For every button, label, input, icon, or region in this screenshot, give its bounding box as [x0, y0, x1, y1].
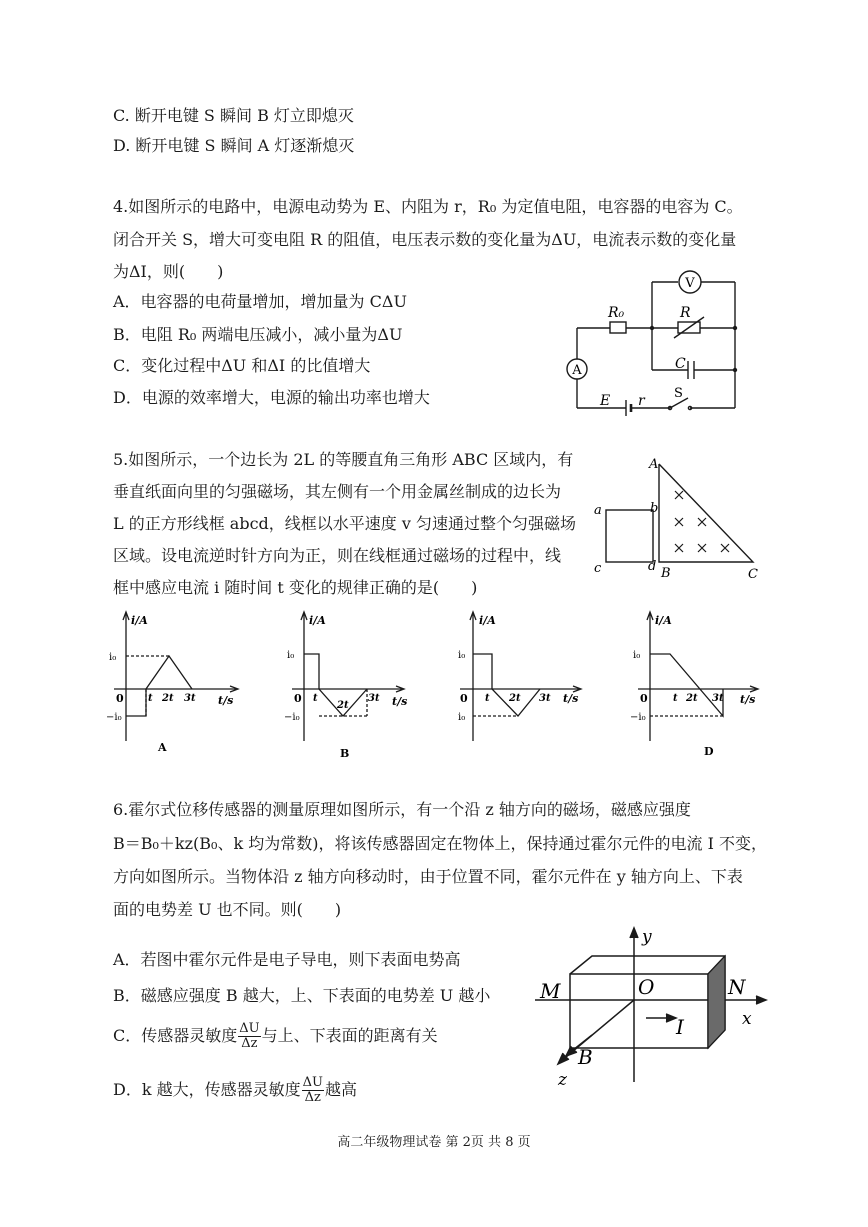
q6-option-c [113, 1022, 438, 1051]
q6-stem-line1: 6.霍尔式位移传感器的测量原理如图所示，有一个沿 z 轴方向的磁场，磁感应强度 [113, 800, 691, 819]
graph-c-origin: 0 [460, 692, 468, 705]
q6-stem-line2: B＝B₀＋kz(B₀、k 均为常数)，将该传感器固定在物体上，保持通过霍尔元件的电流 I 不变， [113, 834, 767, 853]
current-i-label: I [676, 1015, 684, 1039]
r0-label: R₀ [608, 305, 625, 321]
q5-stem-line2: 垂直纸面向里的匀强磁场，其左侧有一个用金属丝制成的边长为 [113, 482, 562, 501]
graph-a-ylabel: i/A [131, 614, 148, 627]
origin-o-label: O [638, 975, 655, 999]
q6-option-c-prefix: C．传感器灵敏度 [113, 1026, 238, 1045]
q4-stem-line3: 为ΔI，则( ) [113, 262, 224, 281]
graph-b-t2: 2t [337, 700, 349, 711]
q6-option-d-fraction [302, 1076, 324, 1105]
q6-option-d-suffix: 越高 [324, 1080, 357, 1099]
graph-d-neg-i0: −i₀ [630, 712, 646, 723]
vertex-b-label: B [661, 566, 671, 581]
x-axis-label: x [742, 1009, 752, 1029]
e-label: E [600, 393, 611, 409]
graph-c-i0: i₀ [458, 650, 466, 661]
q5-stem-line3: L 的正方形线框 abcd，线框以水平速度 v 匀速通过整个匀强磁场 [113, 514, 576, 533]
q6-option-a: A．若图中霍尔元件是电子导电，则下表面电势高 [113, 950, 461, 969]
voltmeter-label: V [685, 276, 695, 291]
graph-a-xlabel: t/s [218, 694, 234, 707]
graph-a-i0: i₀ [109, 652, 117, 663]
m-label: M [540, 979, 561, 1003]
q4-option-a: A．电容器的电荷量增加，增加量为 CΔU [113, 292, 407, 311]
graph-a-t3: 3t [184, 693, 196, 704]
graph-d-t1: t [673, 693, 678, 704]
graph-d-i0: i₀ [633, 650, 641, 661]
q4-option-c: C．变化过程中ΔU 和ΔI 的比值增大 [113, 356, 371, 375]
graph-a-t1: t [148, 693, 153, 704]
graph-c-t1: t [485, 693, 490, 704]
c-label: C [675, 356, 686, 372]
q6-option-b: B．磁感应强度 B 越大，上、下表面的电势差 U 越小 [113, 986, 491, 1005]
q6-option-c-fraction [238, 1022, 260, 1051]
graph-b-ylabel: i/A [309, 614, 326, 627]
q5-graph-c [455, 606, 595, 756]
ammeter-label: A [572, 363, 582, 378]
q6-hall-sensor-diagram [530, 922, 780, 1092]
graph-a-label: A [158, 741, 167, 754]
graph-b-i0: i₀ [287, 650, 295, 661]
fraction-denominator: Δz [241, 1036, 258, 1051]
q6-option-c-suffix: 与上、下表面的距离有关 [261, 1026, 438, 1045]
q5-stem-line1: 5.如图所示，一个边长为 2L 的等腰直角三角形 ABC 区域内，有 [113, 450, 574, 469]
graph-d-t3: 3t [712, 693, 724, 704]
q4-option-d: D．电源的效率增大，电源的输出功率也增大 [113, 388, 430, 407]
corner-a-label: a [594, 503, 602, 518]
q4-circuit-diagram [560, 262, 750, 420]
graph-a-origin: 0 [116, 692, 124, 705]
q5-stem-line4: 区域。设电流逆时针方向为正，则在线框通过磁场的过程中，线 [113, 546, 562, 565]
r-label: R [680, 305, 691, 321]
q4-stem-line1: 4.如图所示的电路中，电源电动势为 E、内阻为 r，R₀ 为定值电阻，电容器的电容为 C。 [113, 197, 743, 216]
q3-option-d: D. 断开电键 S 瞬间 A 灯逐渐熄灭 [113, 136, 355, 155]
y-axis-label: y [642, 927, 652, 947]
fraction-numerator: ΔU [239, 1021, 260, 1036]
graph-b-neg-i0: −i₀ [284, 712, 300, 723]
graph-a-t2: 2t [162, 693, 174, 704]
graph-a-neg-i0: −i₀ [106, 712, 122, 723]
n-label: N [728, 975, 746, 999]
graph-b-t1: t [313, 693, 318, 704]
corner-c-label: c [594, 561, 602, 576]
fraction-denominator: Δz [304, 1090, 321, 1105]
q5-field-diagram [588, 452, 768, 582]
q5-graph-a [104, 606, 244, 756]
q6-stem-line4: 面的电势差 U 也不同。则( ) [113, 900, 342, 919]
q5-graph-b [282, 606, 422, 760]
q4-stem-line2: 闭合开关 S，增大可变电阻 R 的阻值，电压表示数的变化量为ΔU，电流表示数的变化量 [113, 230, 737, 249]
internal-r-label: r [638, 393, 645, 409]
graph-d-t2: 2t [686, 693, 698, 704]
graph-b-xlabel: t/s [392, 695, 408, 708]
vertex-a-label: A [649, 457, 659, 472]
vertex-c-label: C [748, 567, 758, 582]
graph-c-xlabel: t/s [563, 692, 579, 705]
graph-c-neg-i0: i₀ [458, 712, 466, 723]
graph-b-t3: 3t [368, 693, 380, 704]
graph-b-label: B [340, 747, 350, 760]
graph-d-xlabel: t/s [740, 693, 756, 706]
graph-c-t3: 3t [539, 693, 551, 704]
q6-option-d [113, 1076, 357, 1105]
graph-c-ylabel: i/A [479, 614, 496, 627]
graph-d-label: D [704, 745, 714, 758]
q4-option-b: B．电阻 R₀ 两端电压减小，减小量为ΔU [113, 325, 403, 344]
graph-c-t2: 2t [509, 693, 521, 704]
q5-graph-d [628, 606, 768, 756]
page-footer: 高二年级物理试卷 第 2页 共 8 页 [337, 1135, 531, 1150]
fraction-numerator: ΔU [302, 1075, 323, 1090]
field-b-label: B [578, 1045, 593, 1069]
q6-stem-line3: 方向如图所示。当物体沿 z 轴方向移动时，由于位置不同，霍尔元件在 y 轴方向上、下表 [113, 867, 743, 886]
corner-d-label: d [648, 559, 657, 574]
graph-d-ylabel: i/A [655, 614, 672, 627]
graph-d-origin: 0 [640, 692, 648, 705]
s-label: S [674, 386, 683, 401]
corner-b-label: b [650, 501, 659, 516]
q5-stem-line5: 框中感应电流 i 随时间 t 变化的规律正确的是( ) [113, 578, 478, 597]
z-axis-label: z [558, 1070, 567, 1090]
q3-option-c: C. 断开电键 S 瞬间 B 灯立即熄灭 [113, 106, 354, 125]
q6-option-d-prefix: D．k 越大，传感器灵敏度 [113, 1080, 301, 1099]
graph-b-origin: 0 [294, 692, 302, 705]
